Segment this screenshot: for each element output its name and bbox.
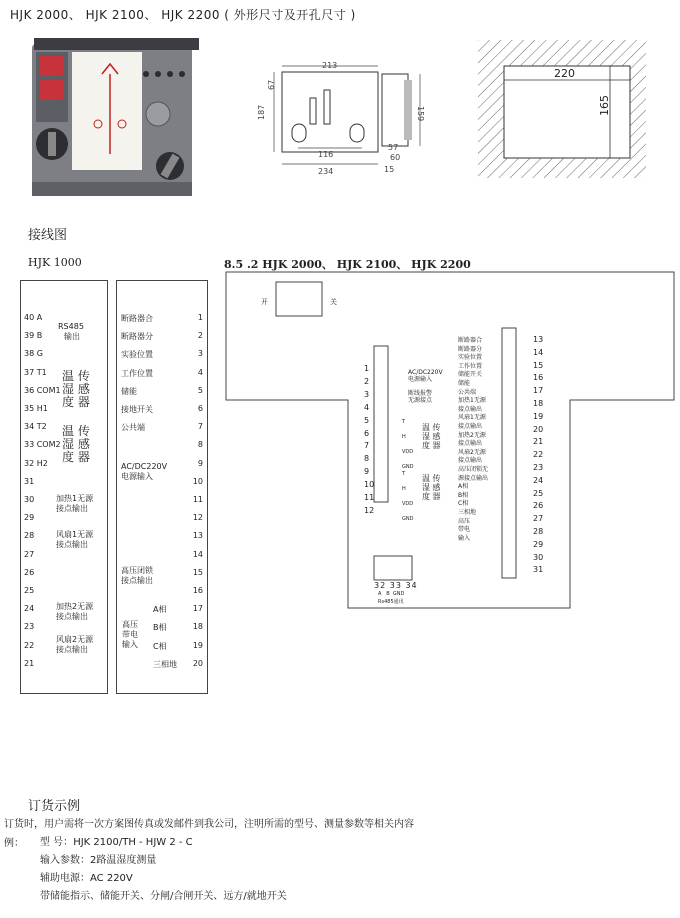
rp-right-text-item: 储能开关 (458, 371, 483, 379)
mid-terminal-number: 9 (197, 458, 203, 468)
rp-left-number: 10 (364, 480, 375, 490)
left-terminal-row: 25 (24, 586, 35, 595)
mid-terminal-number: 12 (192, 513, 203, 523)
left-terminal-row: 33 COM2 (24, 440, 61, 450)
mid-terminal-label: 三相地 (153, 659, 177, 669)
cutout-drawing (478, 40, 648, 180)
rp-right-text-item: C相 (458, 500, 469, 508)
order-title: 订货示例 (28, 799, 81, 814)
rp-right-text-item: B相 (458, 491, 469, 499)
fan2-label: 风扇2无源 接点输出 (56, 635, 94, 654)
mid-terminal-number: 20 (192, 658, 203, 668)
rp-right-text-item: 三相地 (458, 509, 477, 516)
rp-sensor1: 温 传 湿 感 度 器 (422, 423, 441, 450)
rp-right-number: 28 (533, 527, 544, 536)
sensor2-label: 温 传 湿 感 度 器 (62, 424, 90, 464)
rp-right-number: 30 (533, 552, 544, 562)
rp-right-number: 22 (533, 450, 544, 460)
rp-left-number: 12 (364, 505, 375, 515)
dim-15: 15 (384, 165, 395, 174)
order-row: 带储能指示、储能开关、分闸/合闸开关、远方/就地开关 (40, 891, 287, 902)
mid-terminal-number: 15 (192, 567, 203, 577)
dim-67: 67 (267, 79, 276, 90)
rp-right-text-item: 接点输出 (458, 440, 483, 448)
rp-rs485-label: Rs485通讯 (378, 599, 404, 605)
rp-right-number: 26 (533, 501, 544, 511)
rp-right-number: 19 (533, 411, 544, 421)
mid-terminal-number: 19 (192, 640, 203, 650)
rp-right-text-item: 输入 (458, 534, 471, 542)
hv-lock-label: 高压闭锁 接点输出 (121, 566, 153, 585)
mid-terminal-number: 7 (197, 422, 203, 432)
rp-right-text-item: 储能 (458, 380, 471, 387)
ac-power-label: AC/DC220V 电源输入 (121, 462, 168, 481)
rp-left-number: 6 (364, 428, 370, 438)
order-row: 型 号：HJK 2100/TH - HJW 2 - C (40, 837, 193, 848)
order-row: 辅助电源：AC 220V (40, 873, 133, 884)
order-row: 输入参数：2路温湿度测量 (40, 855, 157, 866)
left-terminal-row: 34 T2 (24, 422, 47, 432)
left-terminal-row: 30 (24, 495, 35, 504)
mid-terminal-label: B相 (153, 623, 167, 633)
rp-right-text-item: 高压 (458, 517, 471, 525)
rp-right-text-item: 带电 (458, 526, 471, 534)
mid-terminal-number: 2 (197, 331, 203, 341)
rp-left-number: 5 (364, 415, 370, 425)
rp-sensor1-pins: T H VDD GND (402, 419, 414, 470)
mid-terminal-label: C相 (153, 641, 167, 651)
rp-right-text-item: 断路器合 (458, 337, 483, 344)
rp-left-number: 4 (364, 402, 370, 412)
mid-terminal-number: 8 (197, 440, 203, 450)
rs485-label: RS485 输出 (58, 322, 84, 341)
rp-right-number: 18 (533, 399, 544, 408)
left-terminal-row: 38 G (24, 349, 43, 359)
wiring-left-title: HJK 1000 (28, 256, 82, 269)
left-terminal-row: 29 (24, 513, 35, 523)
switch-open-label: 开 (261, 298, 268, 306)
heat2-label: 加热2无源 接点输出 (56, 602, 94, 621)
mid-terminal-number: 13 (192, 531, 203, 541)
mid-terminal-label: 断路器分 (121, 332, 153, 342)
rp-left-number: 8 (364, 454, 370, 464)
rp-right-number: 20 (533, 424, 544, 434)
mid-terminal-label: 接地开关 (121, 405, 153, 414)
rp-right-number: 23 (533, 463, 544, 472)
rp-right-number: 14 (533, 347, 544, 357)
rp-left-number: 11 (364, 493, 375, 502)
mid-terminal-number: 10 (192, 476, 203, 486)
sensor1-label: 温 传 湿 感 度 器 (62, 369, 90, 409)
left-terminal-row: 37 T1 (24, 367, 47, 377)
rp-left-number: 1 (364, 364, 370, 373)
rp-right-number: 27 (533, 514, 544, 524)
rp-right-text-item: 断路器分 (458, 345, 483, 353)
rp-right-text-item: 接点输出 (458, 405, 483, 413)
left-terminal-row: 32 H2 (24, 458, 48, 468)
mid-terminal-label: 实验位置 (121, 350, 153, 360)
mid-terminal-number: 18 (192, 622, 203, 632)
fan1-label: 风扇1无源 接点输出 (56, 530, 94, 549)
rp-sensor2-pins: T H VDD GND (402, 471, 414, 522)
mid-terminal-label: 公共端 (121, 423, 145, 433)
dim-57: 57 (388, 143, 399, 152)
order-example-label: 例： (4, 838, 24, 849)
rp-right-number: 15 (533, 360, 544, 370)
rp-rs485-sig: A B GND (378, 591, 405, 597)
mid-terminal-number: 1 (197, 313, 203, 322)
left-terminal-row: 40 A (24, 313, 43, 322)
rp-alarm-label: 断线报警 无源接点 (408, 390, 433, 404)
dim-165: 165 (598, 95, 611, 116)
rp-left-number: 9 (364, 467, 370, 477)
dim-213: 213 (322, 61, 338, 70)
mid-terminal-number: 16 (192, 586, 203, 595)
mid-terminal-number: 17 (192, 604, 203, 614)
left-terminal-row: 27 (24, 549, 35, 559)
dimension-drawing (252, 60, 442, 180)
mid-terminal-label: 工作位置 (121, 368, 153, 378)
rp-ac-label: AC/DC220V 电源输入 (408, 369, 443, 383)
rp-right-text-item: 公共端 (458, 388, 477, 396)
rp-rs485-nums: 32 33 34 (374, 581, 418, 590)
rp-right-text-item: A相 (458, 483, 469, 491)
rp-right-text-item: 高压闭锁无 (458, 466, 489, 473)
mid-terminal-number: 5 (197, 385, 203, 395)
rp-right-text-item: 工作位置 (458, 362, 483, 370)
rp-left-number: 2 (364, 376, 370, 386)
rp-right-number: 13 (533, 335, 544, 344)
left-terminal-row: 22 (24, 640, 35, 650)
left-terminal-row: 24 (24, 604, 35, 614)
right-panel-outline (224, 270, 676, 618)
rp-right-text-item: 接点输出 (458, 457, 483, 465)
rp-right-text-item: 源接点输出 (458, 474, 489, 482)
order-rows (40, 834, 287, 906)
dim-220: 220 (554, 67, 575, 80)
wiring-section-title: 接线图 (28, 228, 68, 243)
mid-terminal-number: 3 (197, 349, 203, 359)
mid-terminal-number: 6 (197, 404, 203, 413)
left-terminal-row: 26 (24, 567, 35, 577)
wiring-right-title: 8.5 .2 HJK 2000、 HJK 2100、 HJK 2200 (224, 258, 471, 271)
rp-left-number: 3 (364, 389, 370, 399)
left-terminal-row: 21 (24, 658, 35, 668)
left-terminal-row: 23 (24, 622, 35, 632)
rp-right-text-item: 加热2无源 (458, 431, 486, 439)
rp-right-number: 17 (533, 386, 544, 396)
left-terminal-row: 31 (24, 476, 35, 486)
rp-right-number: 25 (533, 488, 544, 498)
rp-right-number: 16 (533, 373, 544, 383)
rp-right-number: 31 (533, 565, 544, 575)
heat1-label: 加热1无源 接点输出 (56, 494, 94, 513)
dim-60: 60 (390, 153, 401, 162)
mid-terminal-number: 14 (192, 549, 203, 559)
page-title: HJK 2000、 HJK 2100、 HJK 2200 ( 外形尺寸及开孔尺寸 ) (10, 8, 356, 22)
rp-left-number: 7 (364, 441, 370, 451)
order-intro: 订货时，用户需将一次方案图传真或发邮件到我公司，注明所需的型号、测量参数等相关内容 (4, 819, 414, 830)
rp-right-text-item: 风扇2无源 (458, 448, 486, 456)
rp-right-text-item: 实验位置 (458, 354, 483, 362)
mid-terminal-number: 11 (192, 495, 203, 504)
mid-terminal-label: 断路器合 (121, 314, 153, 323)
rp-sensor2: 温 传 湿 感 度 器 (422, 474, 441, 501)
rp-right-number: 21 (533, 437, 544, 447)
rp-right-text-item: 加热1无源 (458, 397, 486, 405)
mid-terminal-label: A相 (153, 605, 167, 615)
left-terminal-row: 39 B (24, 331, 43, 341)
device-photo (30, 34, 202, 202)
dim-159: 159 (416, 106, 425, 122)
rp-right-number: 29 (533, 539, 544, 549)
left-terminal-row: 35 H1 (24, 404, 48, 413)
dim-234: 234 (318, 167, 334, 176)
left-terminal-row: 28 (24, 531, 35, 541)
left-terminal-strip (20, 280, 108, 694)
rp-right-number: 24 (533, 475, 544, 485)
rp-right-text-item: 接点输出 (458, 423, 483, 430)
dim-187: 187 (257, 104, 266, 120)
hv-input-label: 高压 带电 输入 (122, 620, 138, 649)
dim-116: 116 (318, 150, 334, 159)
switch-close-label: 关 (330, 298, 337, 306)
left-terminal-row: 36 COM1 (24, 385, 61, 395)
mid-terminal-label: 储能 (121, 386, 137, 396)
rp-right-text-item: 风扇1无源 (458, 414, 486, 422)
mid-terminal-number: 4 (197, 367, 203, 377)
